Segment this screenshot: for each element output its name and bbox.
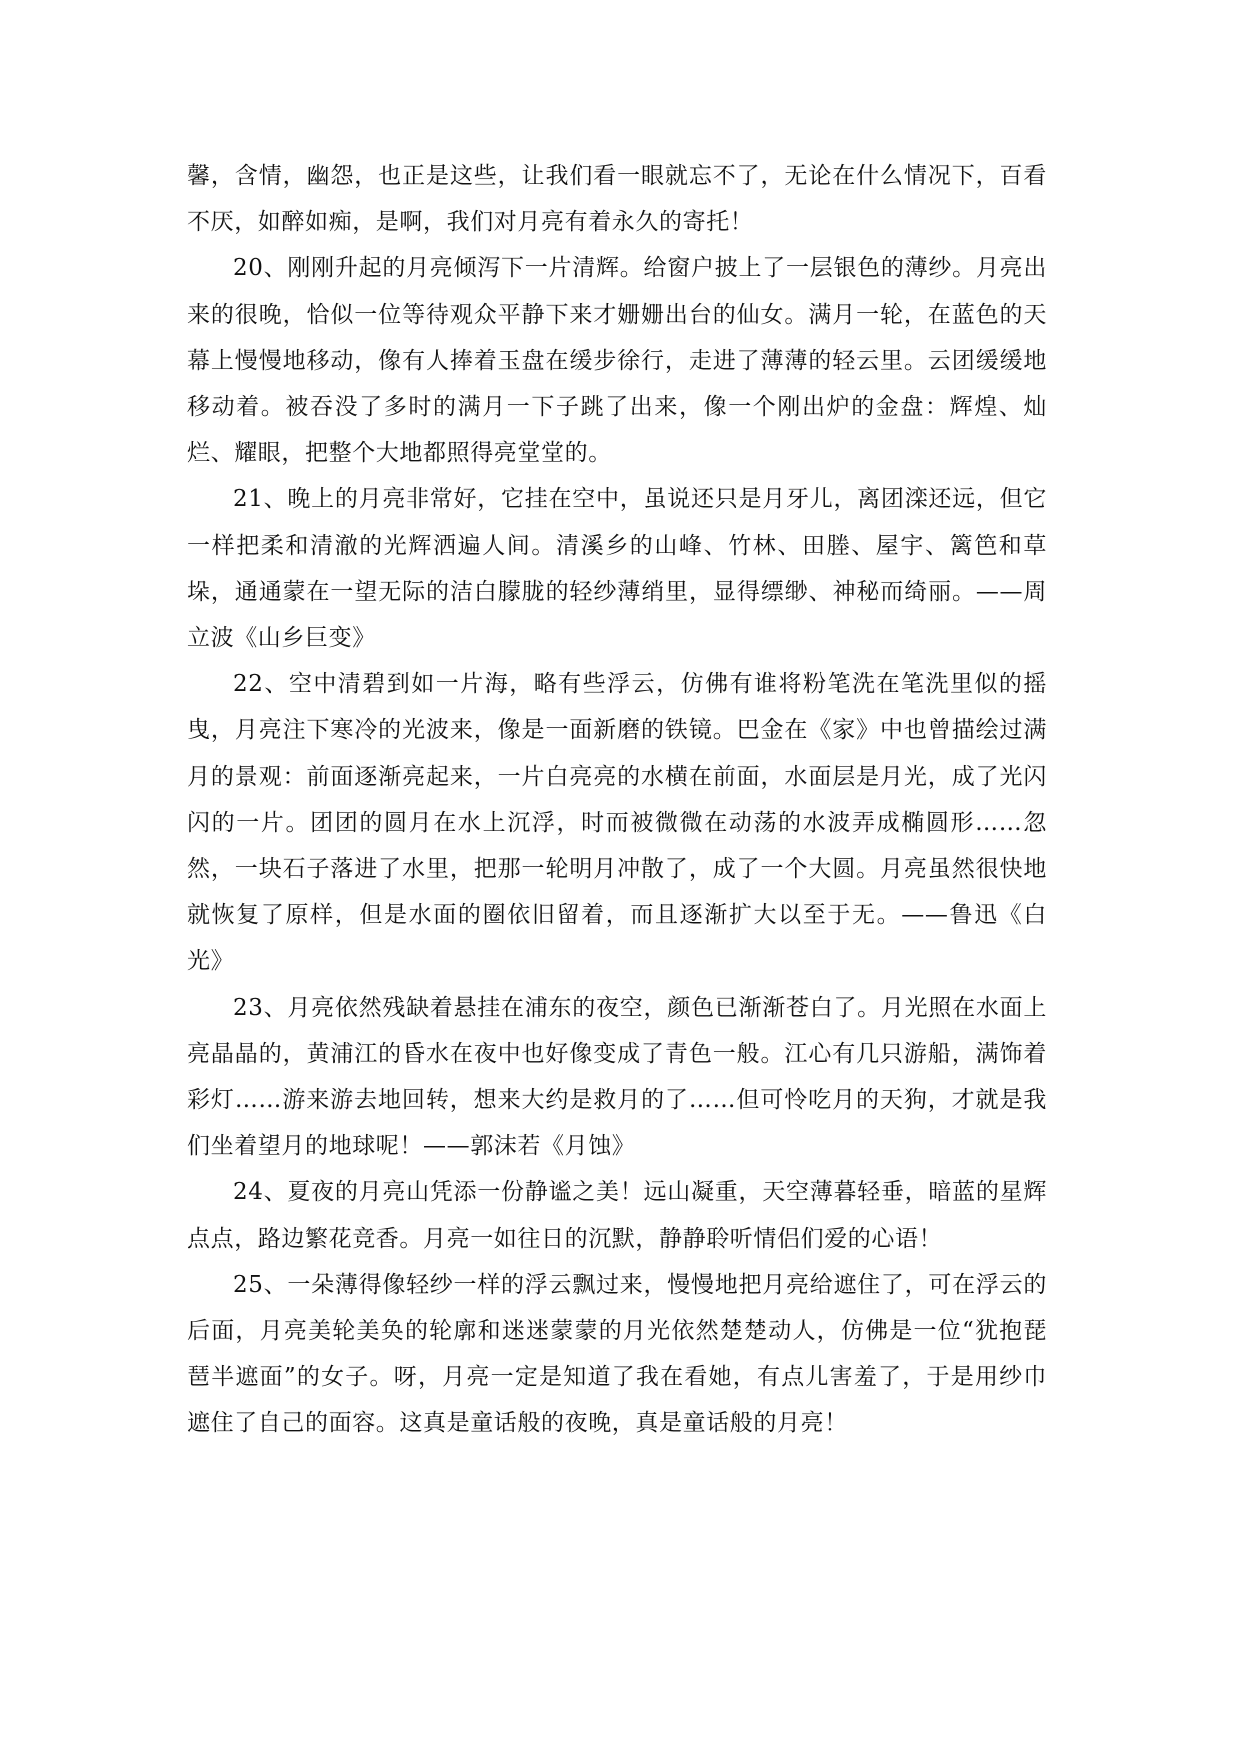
paragraph-25: 25、一朵薄得像轻纱一样的浮云飘过来，慢慢地把月亮给遮住了，可在浮云的后面，月亮美轮美奂的轮廓和迷迷蒙蒙的月光依然楚楚动人，仿佛是一位“犹抱琵琶半遮面”的女子。呀，月亮一定是知道了我在看她，有点儿害羞了，于是用纱巾遮住了自己的面容。这真是童话般的夜晚，真是童话般的月亮！ [187, 1271, 1047, 1437]
document-body [187, 153, 1047, 1447]
paragraph-continued: 馨，含情，幽怨，也正是这些，让我们看一眼就忘不了，无论在什么情况下，百看不厌，如醉如痴，是啊，我们对月亮有着永久的寄托！ [187, 163, 1047, 236]
paragraph-20: 20、刚刚升起的月亮倾泻下一片清辉。给窗户披上了一层银色的薄纱。月亮出来的很晚，恰似一位等待观众平静下来才姗姗出台的仙女。满月一轮，在蓝色的天幕上慢慢地移动，像有人捧着玉盘在缓步徐行，走进了薄薄的轻云里。云团缓缓地移动着。被吞没了多时的满月一下子跳了出来，像一个刚出炉的金盘：辉煌、灿烂、耀眼，把整个大地都照得亮堂堂的。 [187, 255, 1047, 467]
paragraph-24: 24、夏夜的月亮山凭添一份静谧之美！远山凝重，天空薄暮轻垂，暗蓝的星辉点点，路边繁花竞香。月亮一如往日的沉默，静静聆听情侣们爱的心语！ [187, 1179, 1047, 1252]
paragraph-21: 21、晚上的月亮非常好，它挂在空中，虽说还只是月牙儿，离团滦还远，但它一样把柔和清澈的光辉洒遍人间。清溪乡的山峰、竹林、田塍、屋宇、篱笆和草垛，通通蒙在一望无际的洁白朦胧的轻纱薄绡里，显得缥缈、神秘而绮丽。——周立波《山乡巨变》 [187, 486, 1047, 652]
paragraph-23: 23、月亮依然残缺着悬挂在浦东的夜空，颜色已渐渐苍白了。月光照在水面上亮晶晶的，黄浦江的昏水在夜中也好像变成了青色一般。江心有几只游船，满饰着彩灯……游来游去地回转，想来大约是救月的了……但可怜吃月的天狗，才就是我们坐着望月的地球呢！——郭沫若《月蚀》 [187, 994, 1047, 1160]
paragraph-22: 22、空中清碧到如一片海，略有些浮云，仿佛有谁将粉笔洗在笔洗里似的摇曳，月亮注下寒冷的光波来，像是一面新磨的铁镜。巴金在《家》中也曾描绘过满月的景观：前面逐渐亮起来，一片白亮亮的水横在前面，水面层是月光，成了光闪闪的一片。团团的圆月在水上沉浮，时而被微微在动荡的水波弄成椭圆形……忽然，一块石子落进了水里，把那一轮明月冲散了，成了一个大圆。月亮虽然很快地就恢复了原样，但是水面的圈依旧留着，而且逐渐扩大以至于无。——鲁迅《白光》 [187, 671, 1047, 975]
